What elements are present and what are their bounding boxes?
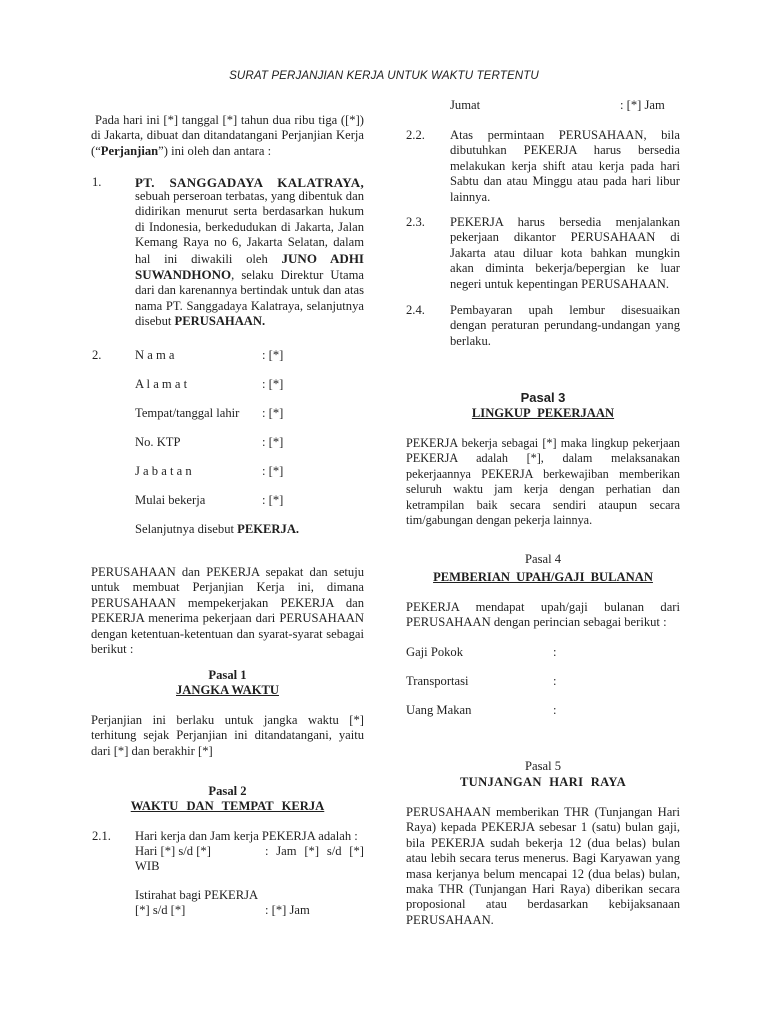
pasal5-number: Pasal 5 — [524, 759, 562, 773]
field-label-mulai: Mulai bekerja — [135, 493, 206, 507]
party1-desc-b: , selaku Direktur Utama dari dan karenannya bertindak untuk dan atas nama PT. Sanggadaya Kalatraya, selanjutnya disebut — [135, 268, 364, 329]
field-label-ktp: No. KTP — [135, 435, 181, 449]
pasal3-title-text: LINGKUP PEKERJAAN — [471, 406, 615, 420]
pasal5-title: TUNJANGAN HARI RAYA — [459, 775, 626, 789]
pasal4-title-text: PEMBERIAN UPAH/GAJI BULANAN — [433, 570, 653, 584]
agreement-paragraph: PERUSAHAAN dan PEKERJA sepakat dan setuju untuk membuat Perjanjian Kerja ini, dimana PERUSAHAAN mempekerjakan PEKERJA dan PEKERJA menerima pekerjaan dari PERUSAHAAN dengan ketentuan-ketentuan dan syarat-syarat sebagai berikut : — [91, 565, 364, 657]
jumat-value: : [*] Jam — [620, 98, 665, 112]
field-value-mulai: : [*] — [262, 493, 284, 507]
clause-2-3-text: PEKERJA harus bersedia menjalankan pekerjaan dikantor PERUSAHAAN di Jakarta atau diluar kota bahkan mungkin akan diminta bekerja/bepergian ke luar negeri untuk kepentingan PERUSAHAAN. — [450, 215, 680, 291]
pasal2-number: Pasal 2 — [208, 784, 247, 798]
salary-value-transportasi: : — [553, 674, 557, 688]
field-label-nama: N a m a — [135, 348, 175, 362]
pasal3-body: PEKERJA bekerja sebagai [*] maka lingkup pekerjaan PEKERJA adalah [*], dalam melaksanakan pekerjaannya PEKERJA berkewajiban memberikan seluruh waktu jam kerja dengan perhatian dan ketrampilan baik secara sendiri ataupun secara tim/gabungan dengan pekerja lainnya. — [406, 436, 680, 528]
pasal2-title — [91, 799, 364, 814]
clause-2-3-number: 2.3. — [406, 215, 425, 229]
break-time: [*] s/d [*] — [135, 903, 186, 917]
clause-2-1-hours: : Jam [*] s/d [*] — [265, 844, 364, 858]
clause-2-1-line1: Hari kerja dan Jam kerja PEKERJA adalah : — [135, 829, 358, 843]
clause-2-2-number: 2.2. — [406, 128, 425, 142]
pasal3-title — [406, 406, 680, 421]
break-label: Istirahat bagi PEKERJA — [135, 888, 259, 902]
field-value-nama: : [*] — [262, 348, 284, 362]
party1-company-name: PT. SANGGADAYA KALATRAYA, — [135, 175, 364, 190]
pasal4-number: Pasal 4 — [524, 552, 562, 566]
clause-2-1-wib: WIB — [135, 859, 160, 873]
salary-value-uang-makan: : — [553, 703, 557, 717]
pasal2-title-text: WAKTU DAN TEMPAT KERJA — [130, 799, 325, 813]
field-value-alamat: : [*] — [262, 377, 284, 391]
pasal1-body: Perjanjian ini berlaku untuk jangka waktu [*] terhitung sejak Perjanjian ini ditandatangani, yaitu dari [*] dan berakhir [*] — [91, 713, 364, 758]
party2-number: 2. — [92, 348, 102, 362]
pasal1-number: Pasal 1 — [208, 668, 247, 682]
intro-text-b: ”) ini oleh dan antara : — [158, 143, 272, 158]
intro-paragraph — [91, 113, 364, 159]
salary-value-gaji-pokok: : — [553, 645, 557, 659]
party1-desc-a: sebuah perseroan terbatas, yang dibentuk dan didirikan menurut serta berdasarkan hukum di Indonesia, berkedudukan di Jakarta, Jalan Kemang Raya no 6, Jakarta Selatan, dalam hal ini diwakili oleh — [135, 189, 364, 266]
clause-2-4-text: Pembayaran upah lembur disesuaikan dengan peraturan perundang-undangan yang berlaku. — [450, 303, 680, 348]
party2-closing-text: Selanjutnya disebut — [135, 522, 238, 536]
party2-alias: PEKERJA. — [237, 522, 300, 536]
clause-2-1-days: Hari [*] s/d [*] — [135, 844, 211, 858]
pasal1-title — [91, 683, 364, 698]
pasal3-number: Pasal 3 — [520, 390, 566, 405]
document-title: SURAT PERJANJIAN KERJA UNTUK WAKTU TERTENTU — [229, 69, 539, 82]
field-label-ttl: Tempat/tanggal lahir — [135, 406, 240, 420]
break-duration: : [*] Jam — [265, 903, 310, 917]
pasal5-body: PERUSAHAAN memberikan THR (Tunjangan Hari Raya) kepada PEKERJA sebesar 1 (satu) bulan gaji, bila PEKERJA sudah bekerja 12 (dua belas) bulan atau lebih secara terus menerus. Bagi Karyawan yang masa kerjanya belum mencapai 12 (dua belas) bulan, maka THR (Tunjangan Hari Raya) diberikan secara proposional atau berdasarkan kebijaksanaan PERUSAHAAN. — [406, 805, 680, 927]
field-value-ttl: : [*] — [262, 406, 284, 420]
field-value-ktp: : [*] — [262, 435, 284, 449]
pasal1-title-text: JANGKA WAKTU — [176, 683, 279, 697]
clause-2-4-number: 2.4. — [406, 303, 425, 317]
party1-number: 1. — [92, 175, 102, 189]
salary-label-gaji-pokok: Gaji Pokok — [406, 645, 464, 659]
salary-label-uang-makan: Uang Makan — [406, 703, 472, 717]
clause-2-2-text: Atas permintaan PERUSAHAAN, bila dibutuhkan PEKERJA harus bersedia melakukan kerja shift atau kerja pada hari Sabtu dan atau Minggu atau pada hari libur lainnya. — [450, 128, 680, 204]
field-label-jabatan: J a b a t a n — [135, 464, 192, 478]
party1-description — [135, 189, 364, 330]
field-label-alamat: A l a m a t — [135, 377, 188, 391]
party1-representative: JUNO ADHI SUWANDHONO — [135, 250, 364, 283]
pasal4-body: PEKERJA mendapat upah/gaji bulanan dari PERUSAHAAN dengan perincian sebagai berikut : — [406, 600, 680, 630]
pasal4-title — [406, 570, 680, 585]
party1-alias: PERUSAHAAN. — [174, 314, 266, 329]
field-value-jabatan: : [*] — [262, 464, 284, 478]
intro-text-a: Pada hari ini [*] tanggal [*] tahun dua ribu tiga ([*]) di Jakarta, dibuat dan ditandatangani Perjanjian Kerja (“ — [91, 113, 364, 158]
jumat-label: Jumat — [450, 98, 481, 112]
salary-label-transportasi: Transportasi — [406, 674, 469, 688]
party2-closing — [135, 522, 299, 537]
intro-bold-term: Perjanjian — [100, 143, 159, 158]
clause-2-1-number: 2.1. — [92, 829, 111, 843]
